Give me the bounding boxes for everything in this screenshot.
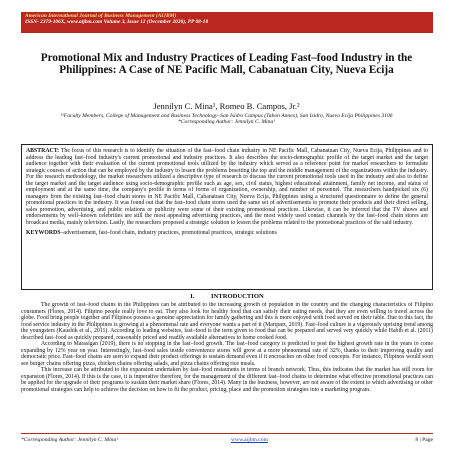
introduction-body — [21, 302, 433, 430]
footer-url-link[interactable]: www.aijbm.com — [231, 437, 268, 443]
journal-header-band — [21, 12, 433, 33]
page-number: 8 | Page — [415, 437, 433, 443]
abstract-body — [26, 148, 428, 227]
abstract-box — [21, 144, 433, 290]
paragraph: This increase can be attributed to the expansion undertaken by fast–food restaurants in terms of branch network. Thus, this indicates that the market has still room for expansion (Flores, 2014). If this is the case, it is imperative therefore, for the management of the different fast–food chains to determine what effective promotional practices can be applied for the upgrade of their programs to sustain their market share (Flores, 2014). Many in the business, however, are not aware of the extent to which advertising or other promotional strategies can help to achieve the decision on how to fit the product, pricing, place and the promotion strategies into a marketing program. — [21, 367, 433, 393]
section-heading: I. INTRODUCTION — [190, 293, 264, 300]
affiliation-block — [60, 113, 393, 126]
authors: Jennilyn C. Mina¹, Romeo B. Campos, Jr.² — [153, 101, 300, 111]
keywords-line — [26, 230, 428, 237]
abstract-text: The focus of this research is to identify the situation of the fast–food chain industry in NE Pacific Mall, Cabanatuan City, Nueva Ecija, Philippines and to address the leading fast–food industry's current promotional and industry practices. It also describes the socio-demographic profile of the target market and the target audience together with their evaluation of the current promotional tools utilized by the industry which served as a reference point for market researchers to formulate strategic courses of action that can be employed by the industry to lessen the problems besetting the top and the middle management of the organizations within the industry. For the research methodology, the market researchers utilized a descriptive type of research to discuss the current promotional tools used in the industry and also to define the target market and the target audience using socio-demographic profile such as age, sex, civil status, highest educational attainment, family net income, and status of employment and at the same time, the company's profile in terms of forms of organization, ownership, and number of personnel. The researchers handpicked six (6) managers from the existing fast–food chain stores in NE Pacific Mall, Cabanatuan City, Nueva Ecija, Philippines using a structured questionnaire to define the general promotional practices in the industry. It was found out that the fast–food chain stores used the same set of advertisements to promote their products and their direct selling, sales promotion, advertising, and public relations or publicity were some of their existing promotional practices. Likewise, it can be inferred that the TV shows and endorsements by well–known celebrities are still the most appealing advertising practices, and the most widely used contact channels by the fast–food chain stores are broadcast media, mainly television. Lastly, the researchers proposed a strategic solution to lessen the problems related to the promotional practices of the said industry. — [26, 148, 428, 227]
corresponding-author: *Corresponding Author: Jennilyn C. Mina¹ — [178, 119, 275, 126]
footer-corresponding: *Corresponding Author: Jennilyn C. Mina¹ — [21, 437, 118, 443]
journal-name: American International Journal of Business Management (AIJBM) — [25, 13, 177, 19]
abstract-label: ABSTRACT: — [26, 148, 60, 154]
affiliation: ¹²Faculty Members, College of Management and Business Technology–San Isidro Campus (Tabon Annex), San Isidro, Nueva Ecija Philippines 3106 — [60, 113, 393, 119]
paper-title: Promotional Mix and Industry Practices of Leading Fast–food Industry in the Philippines: A Case of NE Pacific Mall, Cabanatuan City, Nueva Ecija — [40, 52, 413, 77]
keywords-text: –advertisement, fast–food chain, industry practices, promotional practices, strategic solutions — [60, 229, 277, 236]
paragraph: The growth of fast–food chains in the Philippines can be attributed to the increasing growth of population in the country and the changing characteristics of Filipino consumers (Flores, 2014). Filipino people really love to eat. They also look for healthy food that can satisfy their eating needs, that they are even willing to travel across the globe. Food bring people together and Filipinos possess a genuine appreciation for family gathering and this is more enjoyed with food served on their table. Due to this fact, the food service industry in the Philippines is growing at a phenomenal rate and everyone wants a part of it (Marquez, 2019). Fast–food culture is a vigorously uprising trend among the youngsters (Kaushik et al., 2011). According to leading websites, fast–food is the term given to food that can be prepared and served very quickly while Habib et al. (2011) described fast–food as quickly prepared, reasonably priced and readily available alternatives to home cooked food. — [21, 302, 433, 341]
paragraph: According to Marasigan (2019), there is no stopping in the fast–food growth. The fast–food category is predicted to post the highest growth rate in the years to come expanding by 12% year on year. Interestingly, fast–food sales inside convenience stores will grow at a more phenomenal rate of 32%, thanks to their improving quality and democratic price. Fast–food chains are seen to expand their product offerings to sustain demand even if it encroaches on other food concepts. For instance, Filipinos would soon see burger chains offering pizza, chicken chains offering salads, and pizza chains offering rice meals. — [21, 341, 433, 367]
keywords-label: KEYWORDS — [26, 229, 61, 236]
issn-line: ISSN- 2379-106X, www.aijbm.com Volume 3, Issue 12 (December 2020), PP 08-18 — [25, 19, 209, 26]
page-footer — [21, 433, 433, 444]
